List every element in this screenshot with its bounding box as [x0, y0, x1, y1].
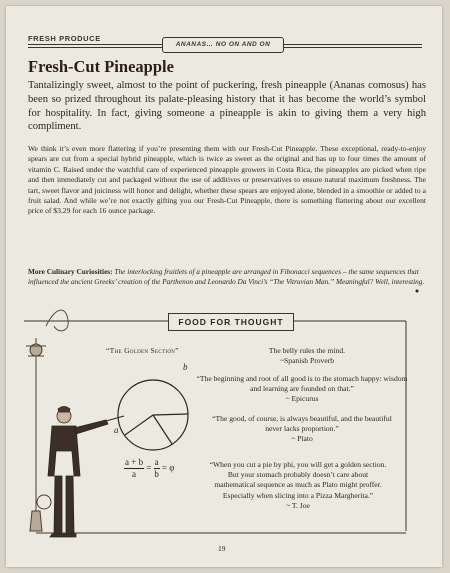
header-tagline: ANANAS… NO ON AND ON — [162, 37, 284, 53]
formula-phi: = φ — [161, 462, 175, 473]
quote-author: ~ Epicurus — [285, 394, 319, 404]
stray-mark — [416, 290, 419, 293]
formula-right-fraction — [154, 457, 160, 480]
formula-denominator-left: a — [132, 469, 137, 479]
quote-author: ~ Plato — [291, 434, 313, 444]
page-number: 19 — [218, 544, 226, 553]
article-lead: Tantalizingly sweet, almost to the point of puckering, fresh pineapple (Ananas comosus) has been so prized throughout its palate-pleasing history that it has become the world’s symbol for hospitality. In fact, giving someone a pineapple is akin to giving them a very high compliment. — [28, 80, 426, 133]
quote-plato — [204, 414, 400, 445]
golden-section-title: “The Golden Section” — [106, 346, 179, 355]
formula-numerator-right: a — [154, 457, 159, 467]
golden-section-pie — [118, 380, 188, 450]
magazine-page — [6, 6, 442, 567]
pie-label-b: b — [183, 362, 188, 372]
food-for-thought-heading: FOOD FOR THOUGHT — [168, 313, 294, 331]
quote-epicurus — [192, 374, 412, 405]
quote-t-joe — [208, 460, 388, 511]
curio-label: More Culinary Curiosities: — [28, 267, 113, 276]
formula-equals: = — [146, 462, 152, 473]
quote-author: ~ T. Joe — [286, 500, 310, 510]
pie-label-a: a — [114, 425, 119, 435]
golden-ratio-formula — [124, 457, 174, 480]
quote-text: “The beginning and root of all good is to the stomach happy: wisdom and learning are founded on that.” — [196, 374, 408, 394]
article-title: Fresh-Cut Pineapple — [28, 57, 174, 76]
man-pointing-figure — [48, 407, 124, 538]
formula-denominator-right: b — [154, 469, 159, 479]
quote-text: “The good, of course, is always beautiful, and the beautiful never lacks proportion.” — [212, 414, 392, 434]
article-body: We think it’s even more flattering if you’re presenting them with our Fresh-Cut Pineapple. These exceptional, ready-to-enjoy spears are cut from a special hybrid pineapple, which is twice as sweet as the original and has up to four times the amount of vitamin C. Raised under the watchful care of experienced pineapple growers in Costa Rica, the pineapples are picked when ripe and then immediately cut and packaged without the use of additives or preservatives to ensure natural maximum freshness. The tart, sweet flavor and juiciness will honor and delight, whether these spears are enjoyed alone, blended in a smoothie or added to a fruit salad. And while we’re not exactly gifting you our Fresh-Cut Pineapple, there is something flattering about our excellent price of $3.29 for each 16 ounce package. — [28, 144, 426, 216]
lamp-ornament-icon — [26, 338, 51, 531]
flourish-ornament — [46, 310, 68, 331]
quote-spanish-proverb — [242, 346, 372, 366]
section-label: FRESH PRODUCE — [28, 34, 101, 43]
formula-numerator-left: a + b — [125, 457, 144, 467]
quote-text: “When you cut a pie by phi, you will get a golden section. But your stomach probably doesn’t care about mathematical sequence as much as Plato might proffer. Especially when slicing into a Pizza Margherita.” — [209, 460, 387, 500]
curio-text: The interlocking fruitlets of a pineapple are arranged in Fibonacci sequences – the same sequences that influenced the ancient Greeks’ creation of the Parthenon and Leonardo Da Vinci’s “The Vitruvian Man.” Meaningful? Well, interesting. — [28, 267, 425, 286]
quote-author: ~Spanish Proverb — [279, 356, 335, 366]
formula-left-fraction — [124, 457, 144, 480]
quote-text: The belly rules the mind. — [268, 346, 346, 355]
